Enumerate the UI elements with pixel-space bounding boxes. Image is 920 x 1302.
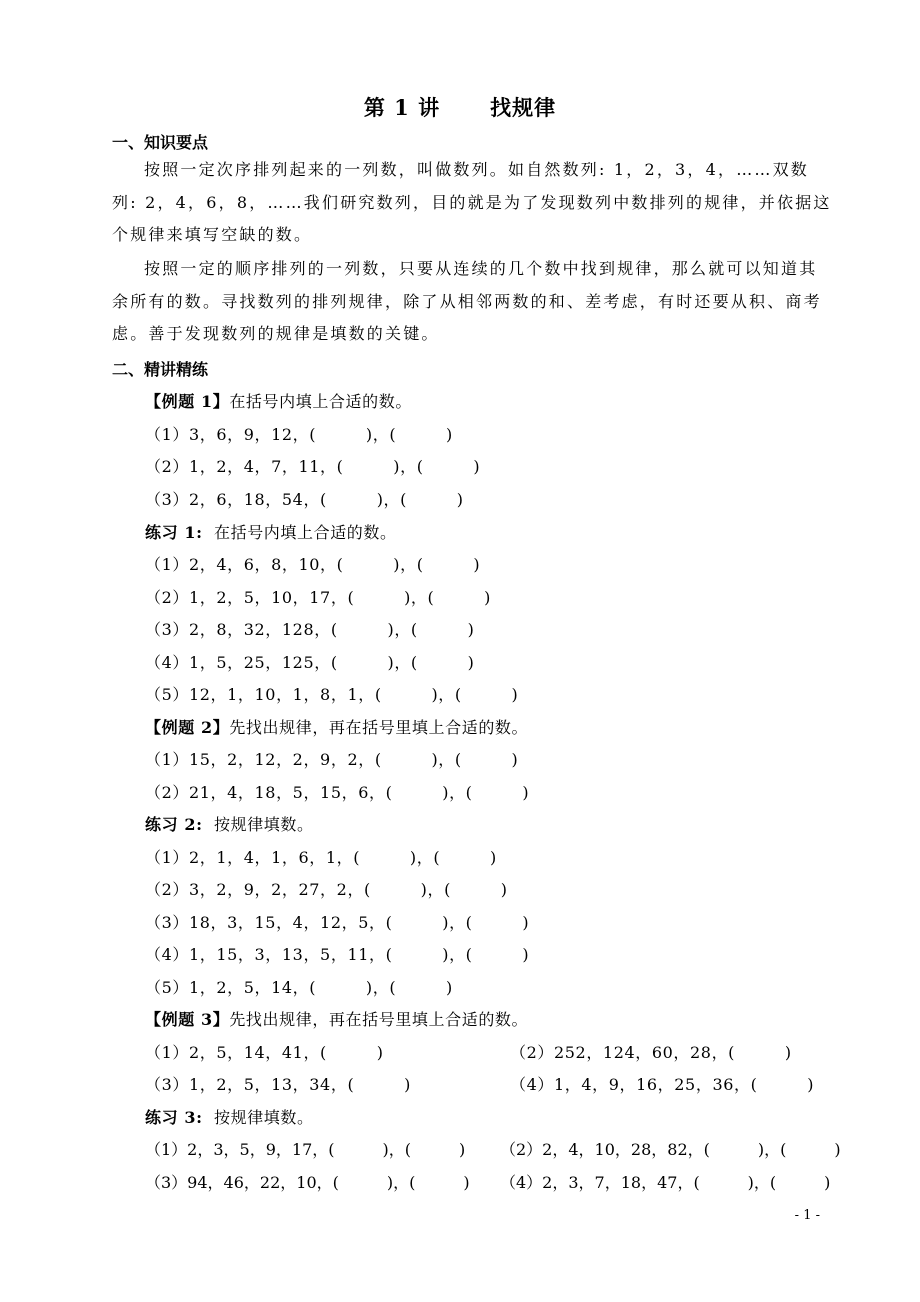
paragraph-method: 按照一定的顺序排列的一列数，只要从连续的几个数中找到规律，那么就可以知道其余所有的数。寻找数列的排列规律，除了从相邻两数的和、差考虑，有时还要从积、商考虑。善于发现数列的规律是填数的关键。 [112, 259, 822, 343]
example-1-item: （2）1，2，4，7，11，( )，( ) [145, 457, 481, 476]
practice-2-item: （4）1，15，3，13，5，11，( )，( ) [145, 945, 530, 964]
example-1-item: （1）3，6，9，12，( )，( ) [145, 425, 453, 444]
example-prompt: 在括号内填上合适的数。 [229, 392, 412, 411]
practice-label: 练习 2: [145, 815, 203, 834]
practice-prompt: 在括号内填上合适的数。 [214, 523, 397, 542]
section-heading-practice: 二、精讲精练 [112, 360, 209, 379]
lecture-number: 第 1 讲 [363, 95, 441, 120]
practice-3-item: （1）2，3，5，9，17，( )，( ) [145, 1140, 466, 1159]
example-label: 【例题 3】 [145, 1010, 230, 1029]
practice-3-item: （2）2，4，10，28，82，( )，( ) [500, 1140, 841, 1159]
practice-prompt: 按规律填数。 [214, 815, 314, 834]
practice-label: 练习 3: [145, 1108, 203, 1127]
practice-label: 练习 1: [145, 523, 203, 542]
example-3-item: （2）252，124，60，28，( ) [510, 1043, 792, 1062]
practice-2-item: （3）18，3，15，4，12，5，( )，( ) [145, 913, 530, 932]
example-3-heading [145, 1007, 528, 1030]
example-2-heading [145, 715, 528, 738]
practice-3-item: （3）94，46，22，10，( )，( ) [145, 1173, 470, 1192]
practice-prompt: 按规律填数。 [214, 1108, 314, 1127]
example-1-heading [145, 389, 412, 412]
practice-3-heading [145, 1105, 314, 1128]
example-label: 【例题 1】 [145, 392, 230, 411]
practice-2-heading [145, 812, 314, 835]
practice-2-item: （5）1，2，5，14，( )，( ) [145, 978, 453, 997]
example-label: 【例题 2】 [145, 718, 230, 737]
example-2-item: （2）21，4，18，5，15，6，( )，( ) [145, 783, 530, 802]
practice-1-item: （2）1，2，5，10，17，( )，( ) [145, 588, 492, 607]
page-title [0, 92, 920, 122]
practice-1-item: （3）2，8，32，128，( )，( ) [145, 620, 475, 639]
practice-1-item: （1）2，4，6，8，10，( )，( ) [145, 555, 481, 574]
example-prompt: 先找出规律，再在括号里填上合适的数。 [229, 718, 529, 737]
example-3-item: （1）2，5，14，41，( ) [145, 1043, 384, 1062]
example-2-item: （1）15，2，12，2，9，2，( )，( ) [145, 750, 519, 769]
example-3-item: （4）1，4，9，16，25，36，( ) [510, 1075, 815, 1094]
practice-1-item: （5）12，1，10，1，8，1，( )，( ) [145, 685, 519, 704]
page-number: - 1 - [794, 1208, 820, 1223]
paragraph-definition: 按照一定次序排列起来的一列数，叫做数列。如自然数列: 1，2，3，4，……双数列: 2，4，6，8，……我们研究数列，目的就是为了发现数列中数排列的规律，并依据这个规律来填写空缺的数。 [112, 160, 832, 244]
example-1-item: （3）2，6，18，54，( )，( ) [145, 490, 464, 509]
lecture-topic: 找规律 [490, 95, 557, 120]
practice-1-heading [145, 520, 397, 543]
practice-3-item: （4）2，3，7，18，47，( )，( ) [500, 1173, 831, 1192]
practice-1-item: （4）1，5，25，125，( )，( ) [145, 653, 475, 672]
example-prompt: 先找出规律，再在括号里填上合适的数。 [229, 1010, 529, 1029]
practice-2-item: （2）3，2，9，2，27，2，( )，( ) [145, 880, 508, 899]
section-heading-knowledge: 一、知识要点 [112, 133, 209, 152]
example-3-item: （3）1，2，5，13，34，( ) [145, 1075, 411, 1094]
practice-2-item: （1）2，1，4，1，6，1，( )，( ) [145, 848, 497, 867]
